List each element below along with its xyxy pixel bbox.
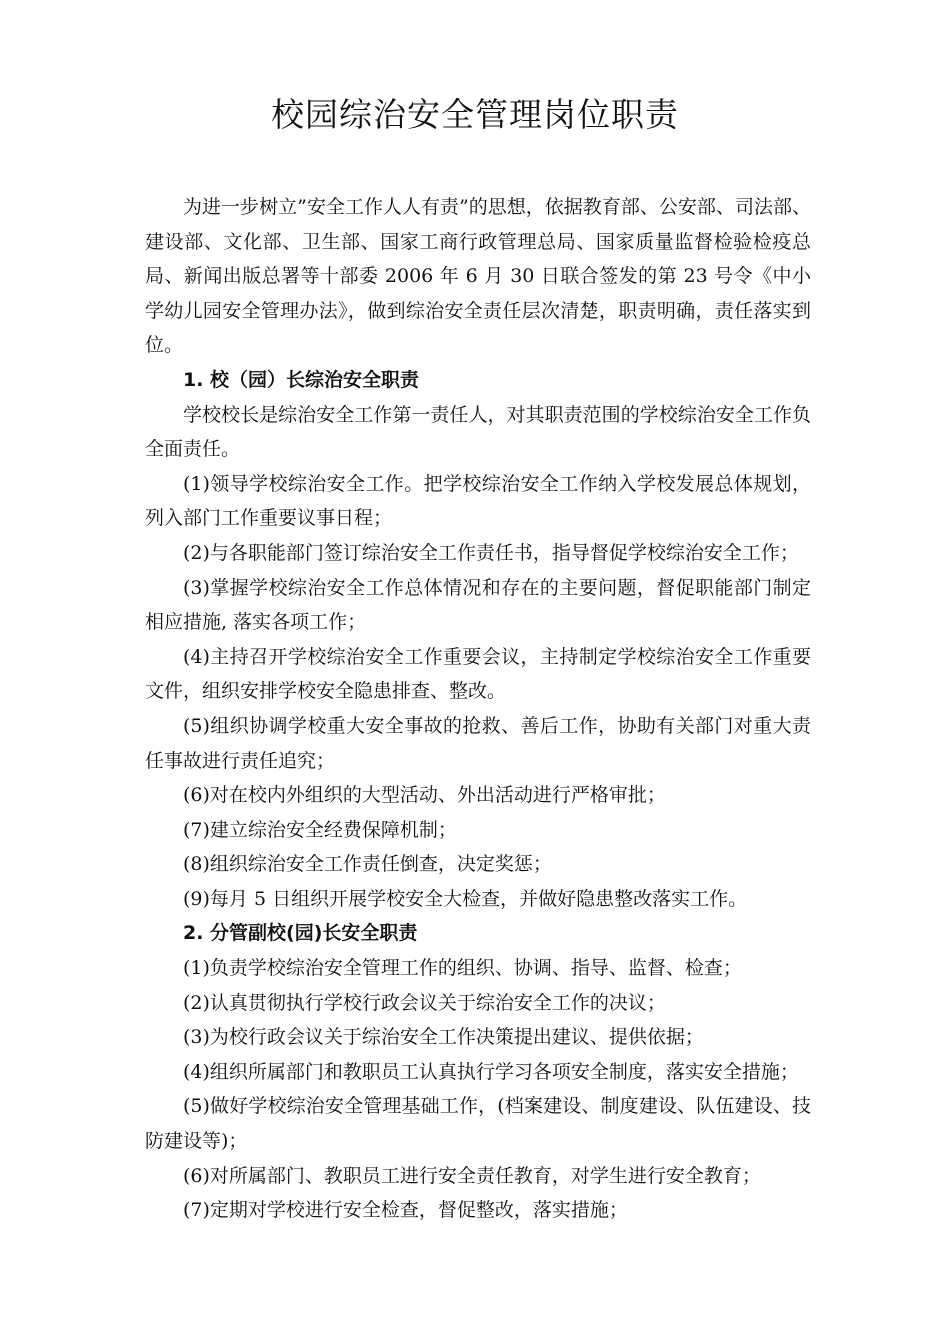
vice-principal-duty-item: (7)定期对学校进行安全检查，督促整改，落实措施； (183, 1199, 628, 1222)
vice-principal-duty-item: (6)对所属部门、教职员工进行安全责任教育，对学生进行安全教育； (183, 1164, 761, 1187)
document-body (145, 190, 811, 1228)
principal-duty-item: (3)掌握学校综治安全工作总体情况和存在的主要问题，督促职能部门制定相应措施, 落实各项工作； (145, 576, 811, 634)
principal-duty-item: (5)组织协调学校重大安全事故的抢救、善后工作，协助有关部门对重大责任事故进行责任追究； (145, 714, 811, 772)
principal-duty-item: (4)主持召开学校综治安全工作重要会议，主持制定学校综治安全工作重要文件，组织安排学校安全隐患排查、整改。 (145, 645, 811, 703)
vice-principal-duty-item: (5)做好学校综治安全管理基础工作，(档案建设、制度建设、队伍建设、技防建设等)； (145, 1095, 811, 1153)
principal-duty-item: (2)与各职能部门签订综治安全工作责任书，指导督促学校综治安全工作； (183, 541, 799, 564)
section-heading-principal: 1. 校（园）长综治安全职责 (183, 368, 420, 391)
vice-principal-duty-item: (1)负责学校综治安全管理工作的组织、协调、指导、监督、检查； (183, 957, 742, 980)
document-title: 校园综治安全管理岗位职责 (271, 95, 679, 134)
principal-duty-item: (9)每月 5 日组织开展学校安全大检查，并做好隐患整改落实工作。 (183, 887, 748, 910)
section-heading-vice-principal: 2. 分管副校(园)长安全职责 (183, 922, 418, 945)
principal-duty-item: (6)对在校内外组织的大型活动、外出活动进行严格审批； (183, 784, 666, 807)
principal-duty-item: (1)领导学校综治安全工作。把学校综治安全工作纳入学校发展总体规划，列入部门工作重要议事日程； (145, 472, 811, 530)
vice-principal-duty-item: (2)认真贯彻执行学校行政会议关于综治安全工作的决议； (183, 991, 666, 1014)
vice-principal-duty-item: (3)为校行政会议关于综治安全工作决策提出建议、提供依据； (183, 1026, 704, 1049)
principal-duty-item: (8)组织综治安全工作责任倒查，决定奖惩； (183, 853, 552, 876)
principal-duty-item: (7)建立综治安全经费保障机制； (183, 818, 457, 841)
intro-paragraph: 为进一步树立”安全工作人人有责”的思想，依据教育部、公安部、司法部、建设部、文化部、卫生部、国家工商行政管理总局、国家质量监督检验检疫总局、新闻出版总署等十部委 2006 年 6 月 30 日联合签发的第 23 号令《中小学幼儿园安全管理办法》，做到综治安全责任层次清楚，职责明确，责任落实到位。 (145, 196, 811, 357)
vice-principal-duty-item: (4)组织所属部门和教职员工认真执行学习各项安全制度，落实安全措施； (183, 1060, 799, 1083)
principal-overview-paragraph: 学校校长是综治安全工作第一责任人，对其职责范围的学校综治安全工作负全面责任。 (145, 403, 811, 461)
